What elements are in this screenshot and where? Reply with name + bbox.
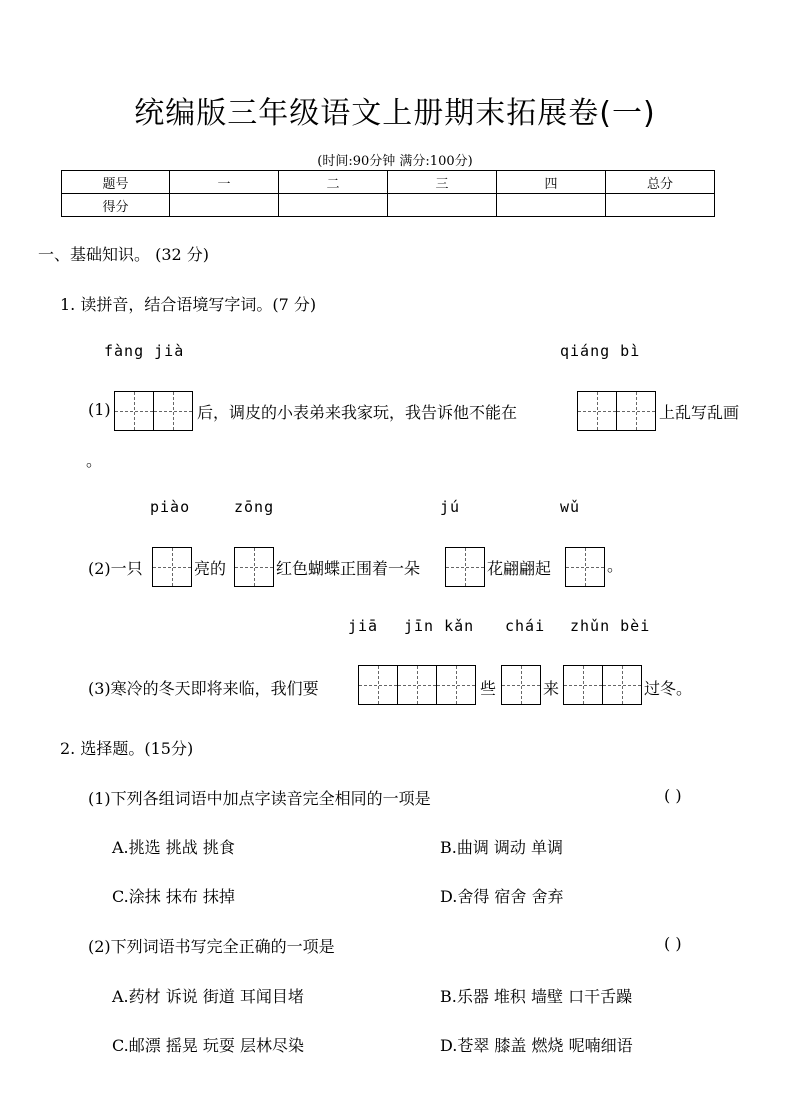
option-a[interactable]: A.挑选 挑战 挑食: [112, 838, 235, 857]
score-row-label: 得分: [62, 194, 170, 217]
score-input-cell[interactable]: [388, 194, 497, 217]
pinyin-hint: piào: [150, 498, 191, 516]
pinyin-hint: wǔ: [560, 498, 581, 516]
score-input-cell[interactable]: [170, 194, 279, 217]
score-header-cell: 三: [388, 171, 497, 194]
score-header-cell: 二: [279, 171, 388, 194]
option-b[interactable]: B.曲调 调动 单调: [440, 838, 564, 857]
pinyin-hint: chái: [505, 617, 546, 635]
score-table-score-row: [62, 194, 715, 217]
sentence-text: 些: [480, 679, 497, 698]
exam-info: (时间:90分钟 满分:100分): [317, 154, 473, 169]
question-stem: (2)下列词语书写完全正确的一项是: [88, 937, 335, 956]
option-d[interactable]: D.舍得 宿舍 舍弃: [440, 887, 564, 906]
sentence-text: 。: [607, 556, 624, 575]
pinyin-hint: qiáng bì: [560, 342, 641, 360]
score-header-cell: 一: [170, 171, 279, 194]
answer-parenthesis[interactable]: ( ): [664, 786, 682, 805]
pinyin-hint: jiā: [348, 617, 379, 635]
sentence-text: 。: [86, 451, 103, 470]
score-header-cell: 四: [497, 171, 606, 194]
sentence-text: 红色蝴蝶正围着一朵: [276, 559, 421, 578]
writing-box[interactable]: [501, 665, 541, 705]
sentence-label: (1): [88, 400, 111, 419]
writing-box[interactable]: [114, 391, 193, 431]
pinyin-hint: zōng: [234, 498, 275, 516]
pinyin-hint: jú: [440, 498, 461, 516]
option-b[interactable]: B.乐器 堆积 墙壁 口干舌躁: [440, 987, 633, 1006]
question-title: 2. 选择题。(15分): [60, 739, 194, 758]
writing-box[interactable]: [445, 547, 485, 587]
score-header-cell: 总分: [606, 171, 715, 194]
writing-box[interactable]: [577, 391, 656, 431]
score-header-cell: 题号: [62, 171, 170, 194]
answer-parenthesis[interactable]: ( ): [664, 934, 682, 953]
option-a[interactable]: A.药材 诉说 街道 耳闻目堵: [112, 987, 304, 1006]
writing-box[interactable]: [234, 547, 274, 587]
sentence-text: 亮的: [194, 559, 227, 578]
score-input-cell[interactable]: [606, 194, 715, 217]
score-table-header-row: [62, 171, 715, 194]
option-c[interactable]: C.涂抹 抹布 抹掉: [112, 887, 235, 906]
question-stem: (1)下列各组词语中加点字读音完全相同的一项是: [88, 789, 431, 808]
sentence-text: 上乱写乱画: [659, 403, 740, 422]
sentence-label: (2)一只: [88, 559, 143, 578]
writing-box[interactable]: [565, 547, 605, 587]
question-title: 1. 读拼音，结合语境写字词。(7 分): [60, 295, 317, 314]
pinyin-hint: zhǔn bèi: [570, 617, 651, 635]
sentence-text: 来: [543, 679, 560, 698]
score-input-cell[interactable]: [279, 194, 388, 217]
score-table: [61, 170, 715, 217]
pinyin-hint: jīn kǎn: [404, 617, 475, 635]
section-title: 一、基础知识。 (32 分): [38, 245, 210, 264]
sentence-text: 过冬。: [644, 679, 693, 698]
writing-box[interactable]: [358, 665, 476, 705]
sentence-text: (3)寒冷的冬天即将来临，我们要: [88, 679, 319, 698]
sentence-text: 花翩翩起: [487, 559, 552, 578]
pinyin-hint: fàng jià: [104, 342, 185, 360]
score-input-cell[interactable]: [497, 194, 606, 217]
sentence-text: 后，调皮的小表弟来我家玩，我告诉他不能在: [197, 403, 518, 422]
writing-box[interactable]: [152, 547, 192, 587]
option-c[interactable]: C.邮漂 摇晃 玩耍 层林尽染: [112, 1036, 305, 1055]
page-title: 统编版三年级语文上册期末拓展卷(一): [134, 96, 656, 131]
writing-box[interactable]: [563, 665, 642, 705]
option-d[interactable]: D.苍翠 膝盖 燃烧 呢喃细语: [440, 1036, 633, 1055]
